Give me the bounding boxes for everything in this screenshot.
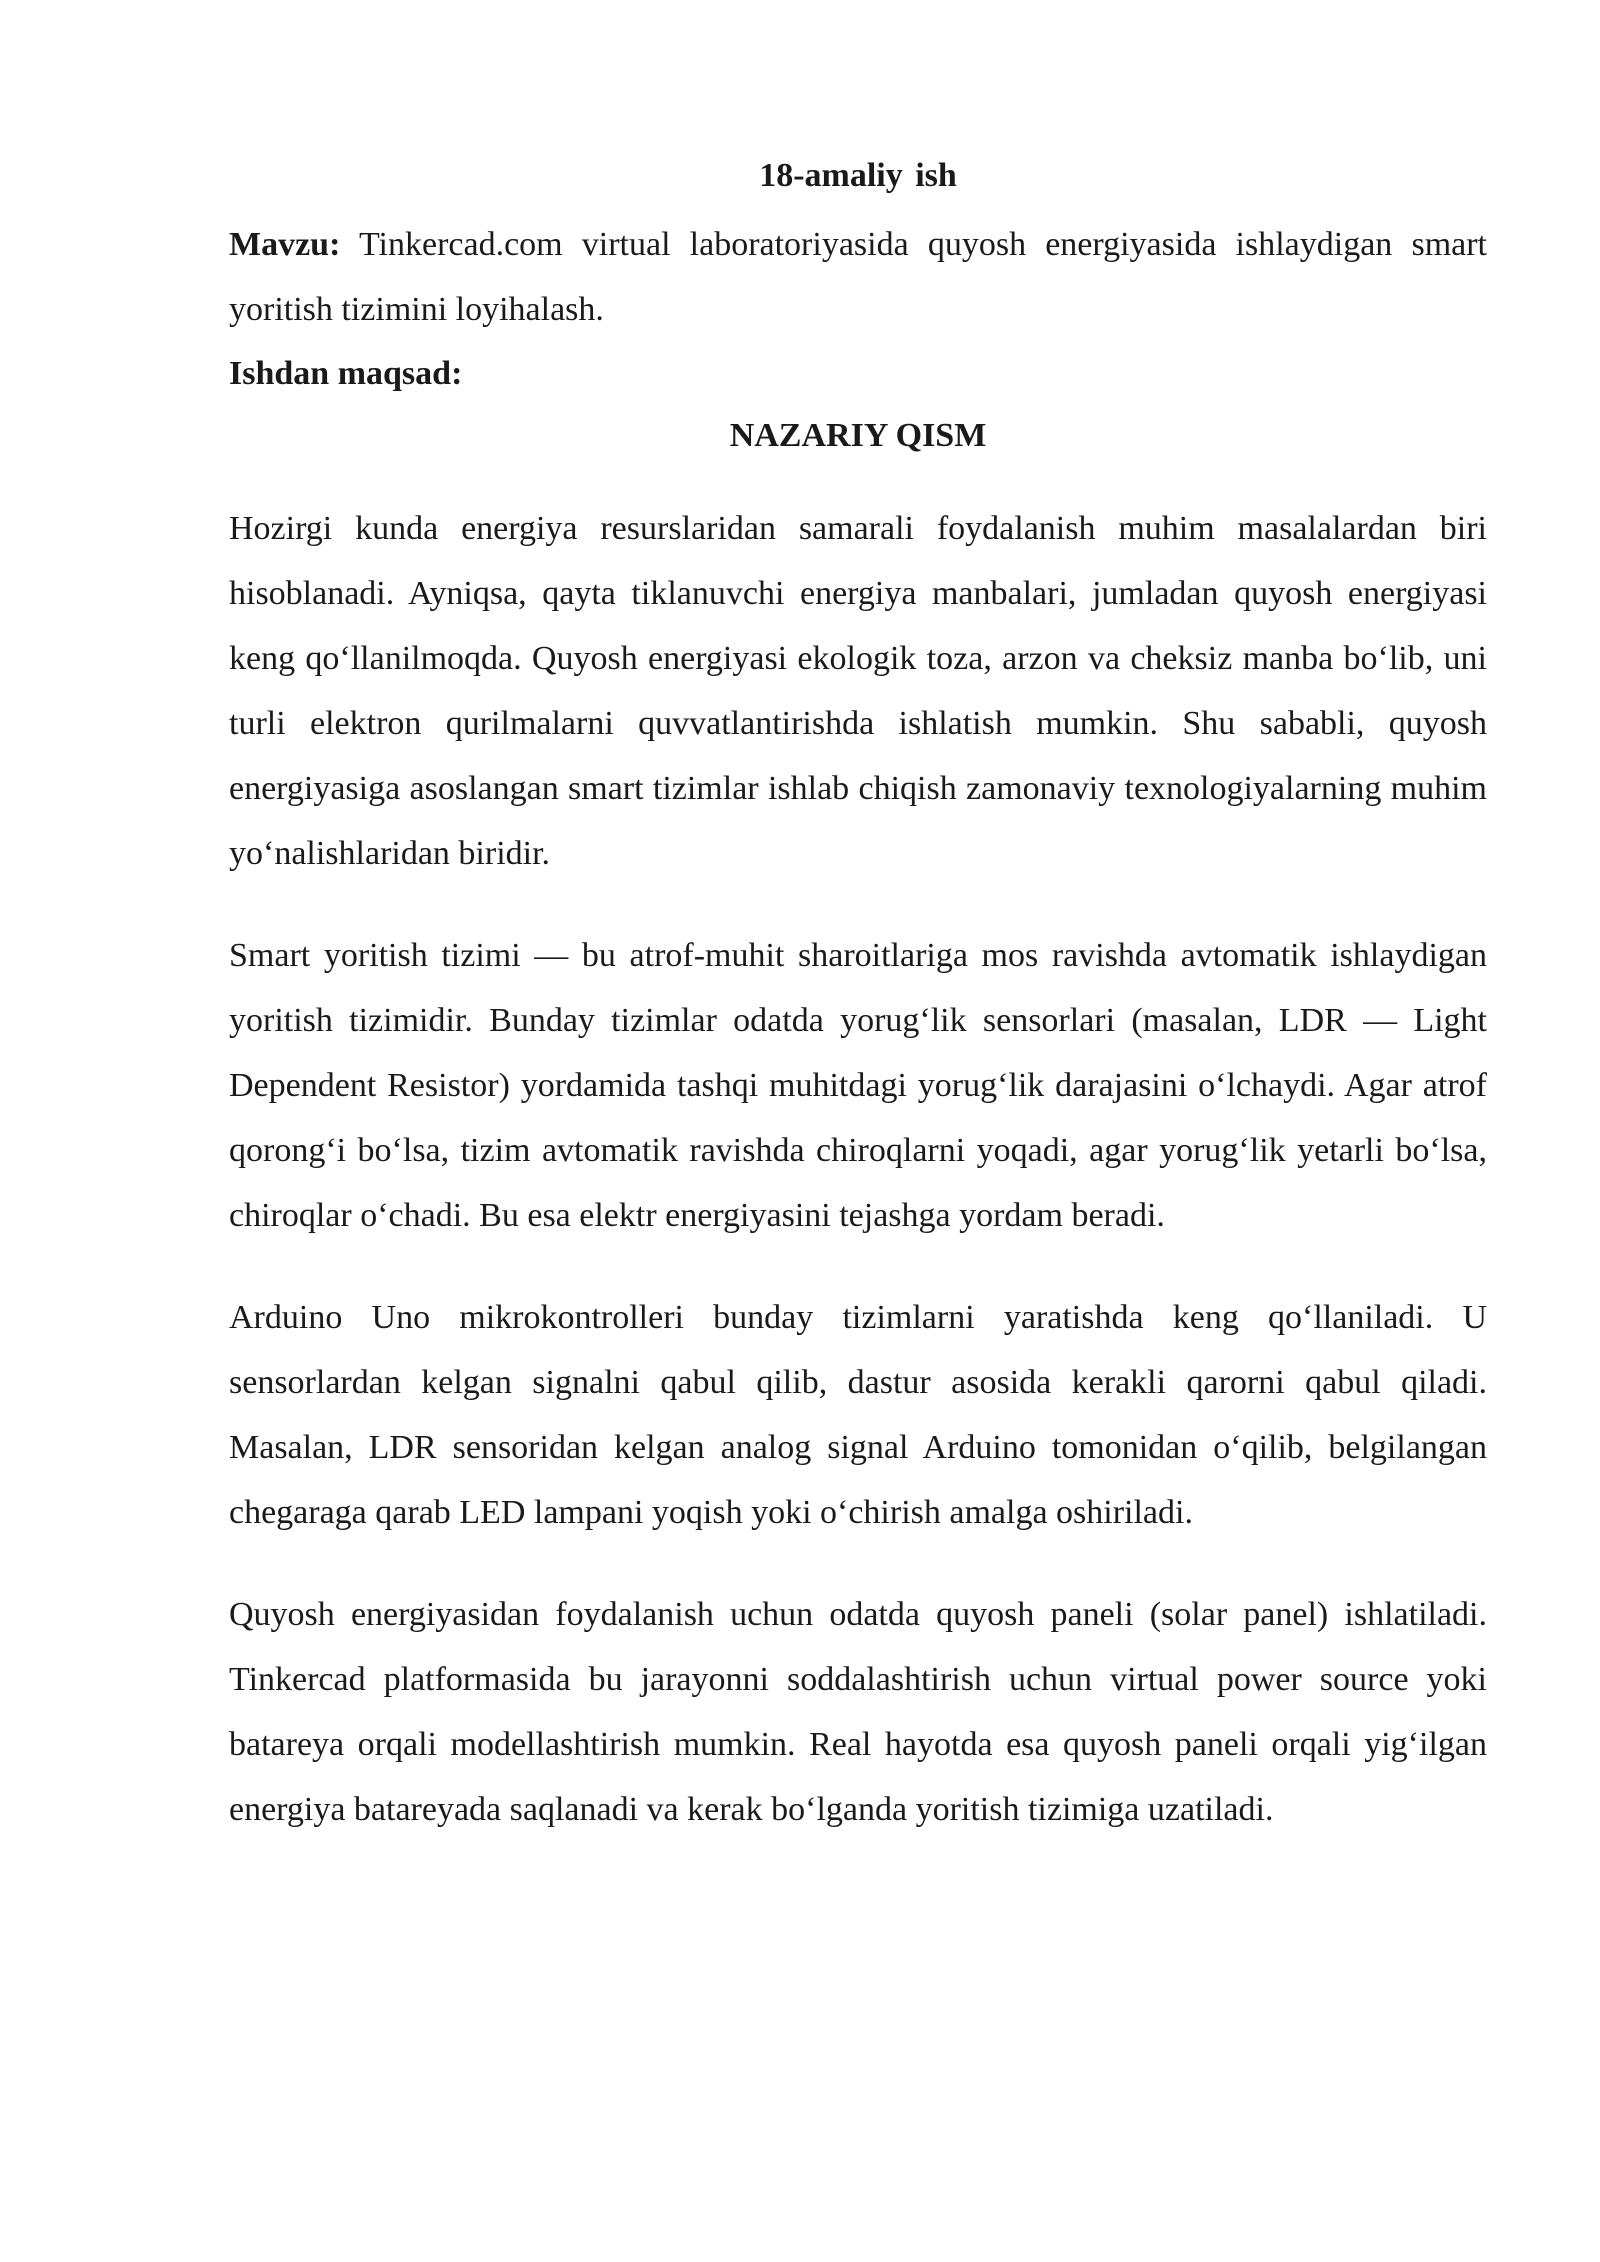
body-paragraph: Smart yoritish tizimi — bu atrof-muhit sharoitlariga mos ravishda avtomatik ishlaydigan yoritish tizimidir. Bunday tizimlar odatda yorug‘lik sensorlari (masalan, LDR — Light Dependent Resistor) yordamida tashqi muhitdagi yorug‘lik darajasini o‘lchaydi. Agar atrof qorong‘i bo‘lsa, tizim avtomatik ravishda chiroqlarni yoqadi, agar yorug‘lik yetarli bo‘lsa, chiroqlar o‘chadi. Bu esa elektr energiyasini tejashga yordam beradi. xyxy=(229,937,1487,1234)
document-page xyxy=(229,150,1487,1879)
body-paragraph: Quyosh energiyasidan foydalanish uchun odatda quyosh paneli (solar panel) ishlatiladi. Tinkercad platformasida bu jarayonni soddalashtirish uchun virtual power source yoki batareya orqali modellashtirish mumkin. Real hayotda esa quyosh paneli orqali yig‘ilgan energiya batareyada saqlanadi va kerak bo‘lganda yoritish tizimiga uzatiladi. xyxy=(229,1596,1487,1828)
section-heading: NAZARIY QISM xyxy=(729,417,987,454)
body-paragraph: Hozirgi kunda energiya resurslaridan samarali foydalanish muhim masalalardan biri hisoblanadi. Ayniqsa, qayta tiklanuvchi energiya manbalari, jumladan quyosh energiyasi keng qo‘llanilmoqda. Quyosh energiyasi ekologik toza, arzon va cheksiz manba bo‘lib, uni turli elektron qurilmalarni quvvatlantirishda ishlatish mumkin. Shu sababli, quyosh energiyasiga asoslangan smart tizimlar ishlab chiqish zamonaviy texnologiyalarning muhim yo‘nalishlaridan biridir. xyxy=(229,510,1487,872)
body-paragraph: Arduino Uno mikrokontrolleri bunday tizimlarni yaratishda keng qo‘llaniladi. U sensorlardan kelgan signalni qabul qilib, dastur asosida kerakli qarorni qabul qiladi. Masalan, LDR sensoridan kelgan analog signal Arduino tomonidan o‘qilib, belgilangan chegaraga qarab LED lampani yoqish yoki o‘chirish amalga oshiriladi. xyxy=(229,1299,1487,1531)
topic-label: Mavzu: xyxy=(229,226,341,263)
work-title: 18-amaliy ish xyxy=(759,157,957,194)
goal-label: Ishdan maqsad: xyxy=(229,355,463,392)
topic-text: Tinkercad.com virtual laboratoriyasida quyosh energiyasida ishlaydigan smart yoritish tizimini loyihalash. xyxy=(229,226,1487,328)
topic-paragraph xyxy=(229,212,1487,342)
